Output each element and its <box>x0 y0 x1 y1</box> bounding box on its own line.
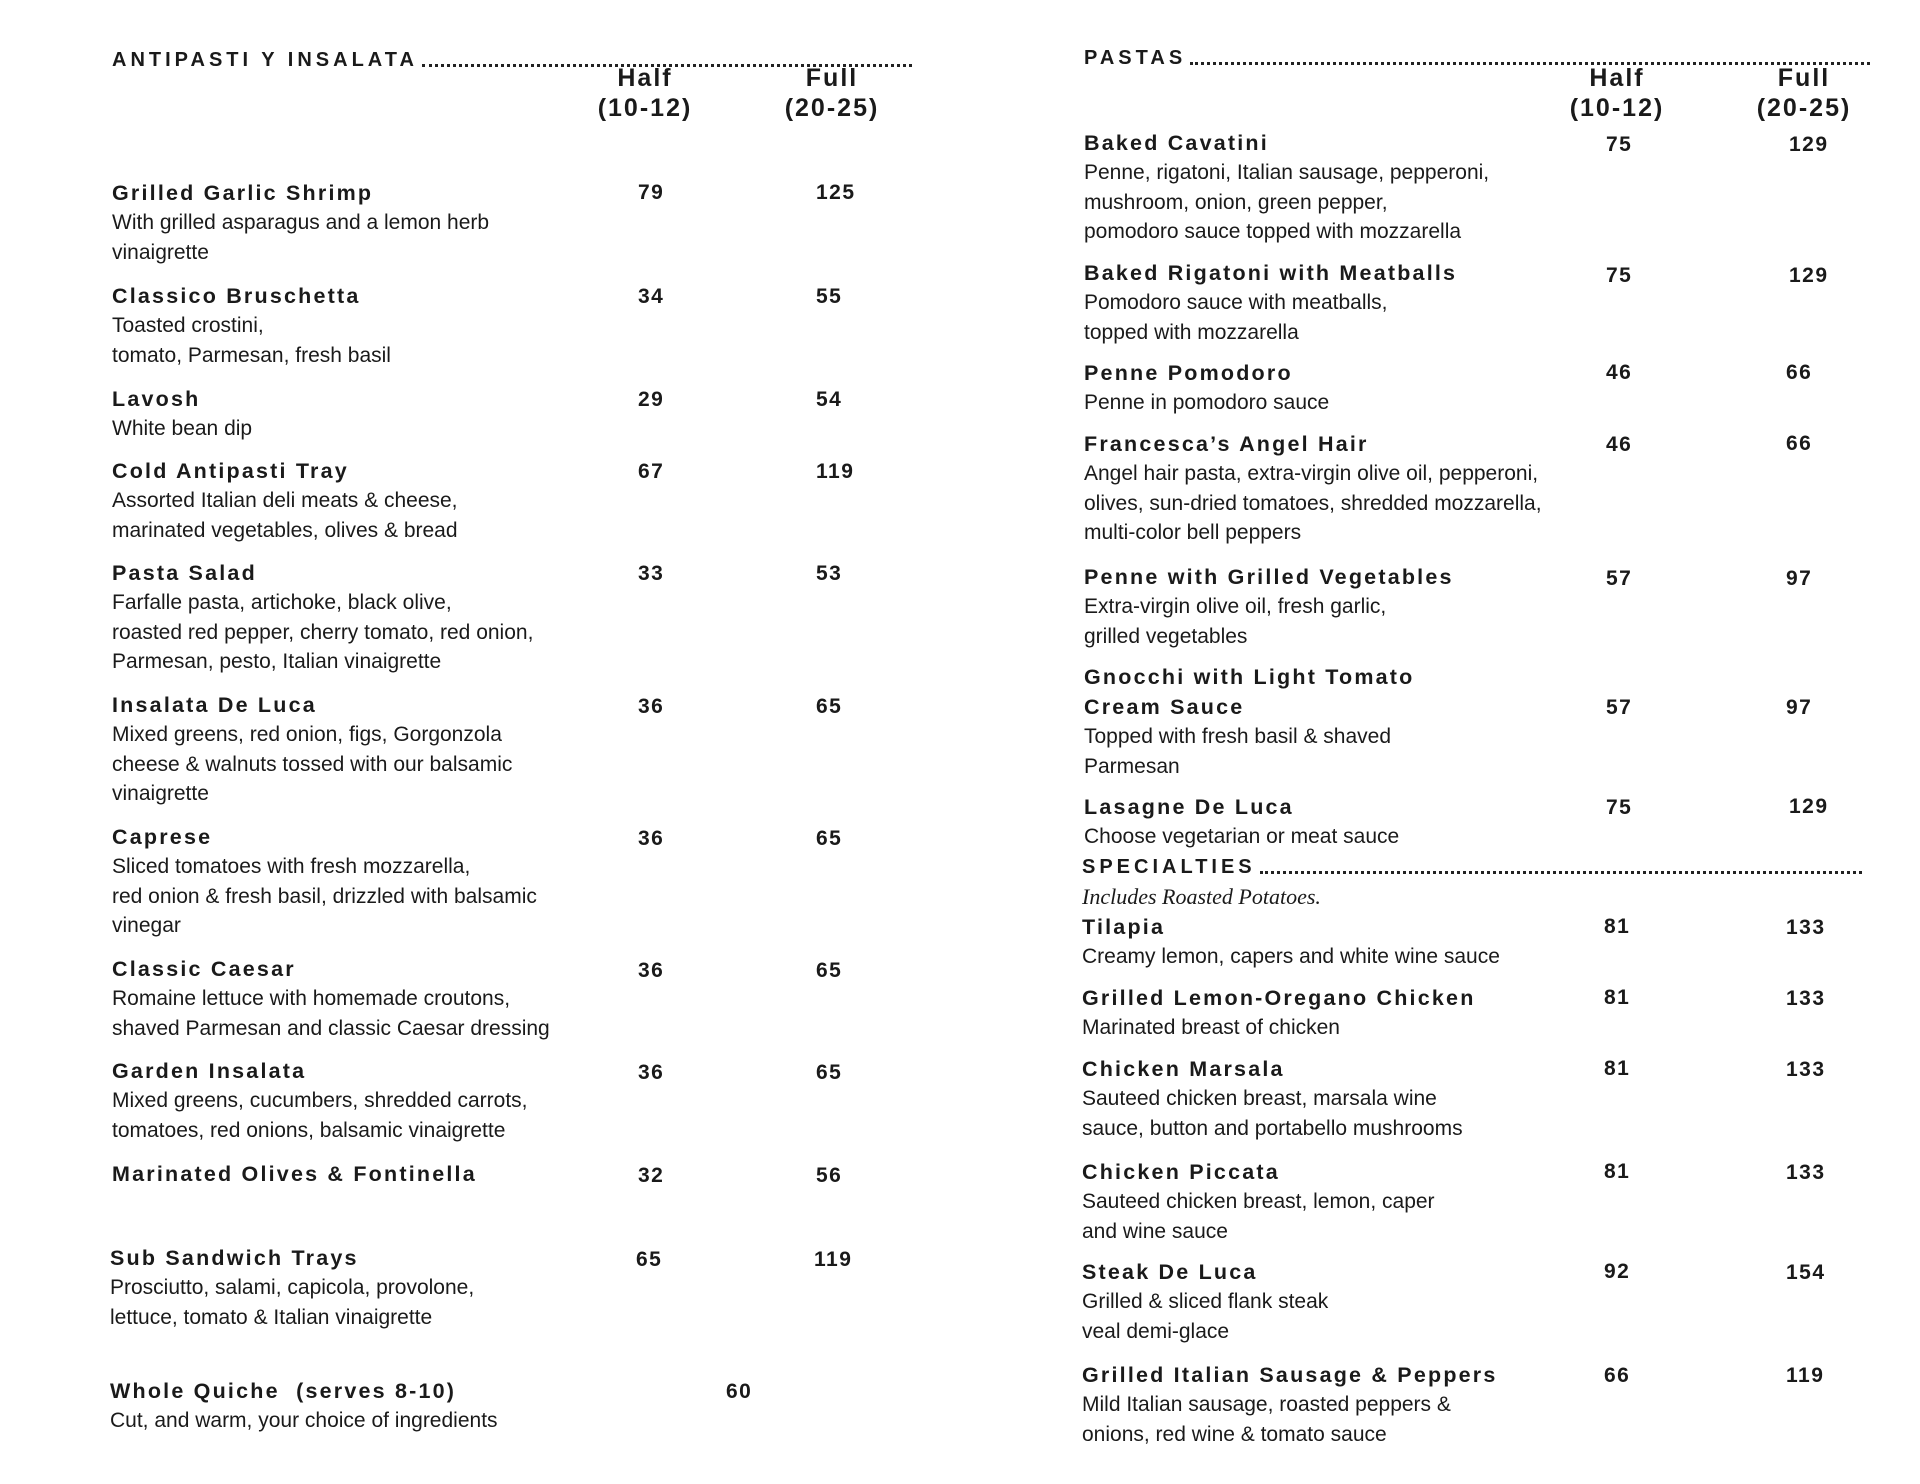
full-label: Full <box>805 64 859 92</box>
pastas-title: PASTAS <box>1084 47 1187 69</box>
item-desc: Cut, and warm, your choice of ingredients <box>110 1409 498 1432</box>
item-name: Steak De Luca <box>1082 1260 1258 1284</box>
item-desc: cheese & walnuts tossed with our balsamic <box>112 752 513 776</box>
half-price: 36 <box>638 695 665 718</box>
half-price: 57 <box>1606 696 1633 719</box>
item-desc: Mixed greens, cucumbers, shredded carrots, <box>112 1089 528 1112</box>
item-desc: topped with mozzarella <box>1084 320 1299 344</box>
item-desc: Choose vegetarian or meat sauce <box>1084 825 1400 848</box>
item-desc: tomato, Parmesan, fresh basil <box>112 343 391 367</box>
menu-item <box>1084 562 1454 651</box>
menu-item <box>1082 1054 1463 1143</box>
specialties-header <box>1082 857 1862 877</box>
item-name: Classico Bruschetta <box>112 284 361 308</box>
item-name: Whole Quiche (serves 8-10) <box>110 1379 457 1403</box>
item-desc: Mild Italian sausage, roasted peppers & <box>1082 1393 1451 1416</box>
item-desc: White bean dip <box>112 417 253 440</box>
specialties-note: Includes Roasted Potatoes. <box>1082 884 1321 909</box>
menu-item <box>112 690 512 809</box>
full-price: 53 <box>816 562 843 585</box>
full-price: 129 <box>1789 795 1829 818</box>
half-column-heading <box>1547 63 1687 123</box>
item-desc: mushroom, onion, green pepper, <box>1084 190 1388 214</box>
full-price: 65 <box>816 827 843 850</box>
full-column-heading <box>762 63 902 123</box>
menu-item <box>1082 1157 1435 1246</box>
half-price: 33 <box>638 562 665 585</box>
item-desc: Romaine lettuce with homemade croutons, <box>112 987 511 1010</box>
item-desc: olives, sun-dried tomatoes, shredded mozzarella, <box>1084 491 1542 515</box>
item-desc: Grilled & sliced flank steak <box>1082 1290 1329 1313</box>
item-desc: Penne in pomodoro sauce <box>1084 391 1330 414</box>
half-price: 46 <box>1606 361 1633 384</box>
half-serves: (10-12) <box>597 94 693 122</box>
menu-item <box>1084 429 1542 548</box>
item-desc: vinaigrette <box>112 782 209 805</box>
item-desc: Angel hair pasta, extra-virgin olive oil, pepperoni, <box>1084 462 1539 485</box>
full-price: 133 <box>1786 1161 1826 1184</box>
item-name: Marinated Olives & Fontinella <box>112 1162 477 1186</box>
half-price: 36 <box>638 959 665 982</box>
menu-item <box>1084 128 1489 247</box>
half-label: Half <box>617 64 673 92</box>
item-desc: multi-color bell peppers <box>1084 521 1302 544</box>
full-price: 125 <box>816 181 856 204</box>
half-price: 75 <box>1606 264 1633 287</box>
item-desc: lettuce, tomato & Italian vinaigrette <box>110 1305 433 1329</box>
full-price: 56 <box>816 1164 843 1187</box>
full-serves: (20-25) <box>1756 94 1852 122</box>
full-price: 133 <box>1786 1058 1826 1081</box>
half-price: 79 <box>638 181 665 204</box>
item-desc: and wine sauce <box>1082 1219 1228 1243</box>
item-desc: vinegar <box>112 914 181 937</box>
item-desc: Parmesan, pesto, Italian vinaigrette <box>112 650 442 673</box>
full-price: 154 <box>1786 1261 1826 1284</box>
item-desc: Assorted Italian deli meats & cheese, <box>112 489 458 512</box>
item-name: Cold Antipasti Tray <box>112 459 349 483</box>
menu-item <box>112 456 458 545</box>
item-name: Caprese <box>112 825 213 849</box>
antipasti-title: ANTIPASTI Y INSALATA <box>112 49 418 71</box>
item-desc: Sauteed chicken breast, lemon, caper <box>1082 1190 1435 1213</box>
full-price: 119 <box>1786 1364 1825 1387</box>
menu-item <box>1082 1257 1328 1346</box>
item-name: Lasagne De Luca <box>1084 795 1294 819</box>
half-price: 34 <box>638 285 665 308</box>
item-desc: onions, red wine & tomato sauce <box>1082 1422 1387 1446</box>
menu-item <box>1082 912 1500 972</box>
menu-item <box>112 822 537 941</box>
item-name-line-2: Cream Sauce <box>1084 695 1245 719</box>
full-price: 97 <box>1786 696 1813 719</box>
full-price: 54 <box>816 388 843 411</box>
item-name: Lavosh <box>112 387 201 411</box>
item-desc: With grilled asparagus and a lemon herb <box>112 211 490 234</box>
item-desc: Extra-virgin olive oil, fresh garlic, <box>1084 595 1387 618</box>
menu-item <box>1082 983 1476 1043</box>
full-price: 119 <box>816 460 855 483</box>
half-price: 32 <box>638 1164 665 1187</box>
menu-item <box>112 1056 528 1145</box>
half-serves: (10-12) <box>1569 94 1665 122</box>
half-price: 75 <box>1606 796 1633 819</box>
item-desc: Sliced tomatoes with fresh mozzarella, <box>112 855 471 878</box>
full-column-heading <box>1734 63 1874 123</box>
half-price: 92 <box>1604 1260 1631 1283</box>
half-price: 46 <box>1606 433 1633 456</box>
half-price: 67 <box>638 460 665 483</box>
item-desc: Prosciutto, salami, capicola, provolone, <box>110 1276 475 1299</box>
item-name: Baked Rigatoni with Meatballs <box>1084 261 1458 285</box>
full-price: 133 <box>1786 916 1826 939</box>
full-price: 129 <box>1789 264 1829 287</box>
dotted-leader <box>1260 871 1862 874</box>
half-price: 81 <box>1604 1160 1631 1183</box>
item-desc: red onion & fresh basil, drizzled with balsamic <box>112 884 537 908</box>
menu-item <box>112 954 550 1043</box>
item-name: Classic Caesar <box>112 957 296 981</box>
full-price: 133 <box>1786 987 1826 1010</box>
item-desc: shaved Parmesan and classic Caesar dressing <box>112 1016 550 1040</box>
item-name: Insalata De Luca <box>112 693 317 717</box>
half-price: 66 <box>1604 1364 1631 1387</box>
half-price: 75 <box>1606 133 1633 156</box>
item-name: Gnocchi with Light Tomato <box>1084 665 1415 689</box>
half-price: 81 <box>1604 915 1631 938</box>
full-price: 65 <box>816 695 843 718</box>
item-name: Chicken Marsala <box>1082 1057 1285 1081</box>
item-desc: veal demi-glace <box>1082 1319 1230 1343</box>
menu-item <box>1084 792 1399 852</box>
item-name: Grilled Garlic Shrimp <box>112 181 374 205</box>
item-desc: Penne, rigatoni, Italian sausage, pepperoni, <box>1084 161 1490 184</box>
quiche-price: 60 <box>726 1380 753 1403</box>
item-name: Chicken Piccata <box>1082 1160 1280 1184</box>
item-name: Penne Pomodoro <box>1084 361 1293 385</box>
full-price: 66 <box>1786 361 1813 384</box>
item-name: Pasta Salad <box>112 561 257 585</box>
half-price: 36 <box>638 1061 665 1084</box>
menu-item <box>112 178 489 267</box>
item-desc: Marinated breast of chicken <box>1082 1016 1340 1039</box>
half-price: 29 <box>638 388 665 411</box>
item-desc: vinaigrette <box>112 240 209 264</box>
item-name: Penne with Grilled Vegetables <box>1084 565 1454 589</box>
half-label: Half <box>1589 64 1645 92</box>
full-price: 65 <box>816 1061 843 1084</box>
half-price: 57 <box>1606 567 1633 590</box>
full-label: Full <box>1777 64 1831 92</box>
item-desc: pomodoro sauce topped with mozzarella <box>1084 220 1462 243</box>
menu-item <box>1084 662 1415 781</box>
item-desc: sauce, button and portabello mushrooms <box>1082 1116 1463 1140</box>
menu-item <box>112 1159 477 1189</box>
item-desc: Toasted crostini, <box>112 314 264 337</box>
menu-item <box>110 1376 498 1436</box>
full-serves: (20-25) <box>784 94 880 122</box>
item-name: Sub Sandwich Trays <box>110 1246 359 1270</box>
full-price: 66 <box>1786 432 1813 455</box>
item-desc: Parmesan <box>1084 754 1180 778</box>
menu-item <box>112 384 252 444</box>
item-desc: Mixed greens, red onion, figs, Gorgonzola <box>112 723 502 746</box>
menu-item <box>1084 358 1329 418</box>
item-desc: Pomodoro sauce with meatballs, <box>1084 291 1388 314</box>
half-column-heading <box>575 63 715 123</box>
half-price: 81 <box>1604 986 1631 1009</box>
full-price: 129 <box>1789 133 1829 156</box>
full-price: 55 <box>816 285 843 308</box>
item-name: Grilled Italian Sausage & Peppers <box>1082 1363 1498 1387</box>
item-desc: marinated vegetables, olives & bread <box>112 518 458 542</box>
half-price: 36 <box>638 827 665 850</box>
item-name: Francesca’s Angel Hair <box>1084 432 1369 456</box>
item-desc: Creamy lemon, capers and white wine sauce <box>1082 945 1500 968</box>
full-price: 97 <box>1786 567 1813 590</box>
half-price: 65 <box>636 1248 663 1271</box>
menu-item <box>1082 1360 1498 1449</box>
specialties-title: SPECIALTIES <box>1082 856 1256 878</box>
item-desc: grilled vegetables <box>1084 624 1248 648</box>
menu-item <box>112 558 533 677</box>
menu-item <box>110 1243 474 1332</box>
item-name: Garden Insalata <box>112 1059 307 1083</box>
full-price: 65 <box>816 959 843 982</box>
menu-item <box>112 281 391 370</box>
item-desc: Sauteed chicken breast, marsala wine <box>1082 1087 1437 1110</box>
item-desc: tomatoes, red onions, balsamic vinaigrette <box>112 1118 506 1142</box>
full-price: 119 <box>814 1248 853 1271</box>
item-desc: Topped with fresh basil & shaved <box>1084 725 1392 748</box>
item-name: Baked Cavatini <box>1084 131 1269 155</box>
item-name: Grilled Lemon-Oregano Chicken <box>1082 986 1476 1010</box>
item-desc: roasted red pepper, cherry tomato, red onion, <box>112 620 534 644</box>
item-desc: Farfalle pasta, artichoke, black olive, <box>112 591 452 614</box>
item-name: Tilapia <box>1082 915 1166 939</box>
half-price: 81 <box>1604 1057 1631 1080</box>
menu-item <box>1084 258 1457 347</box>
